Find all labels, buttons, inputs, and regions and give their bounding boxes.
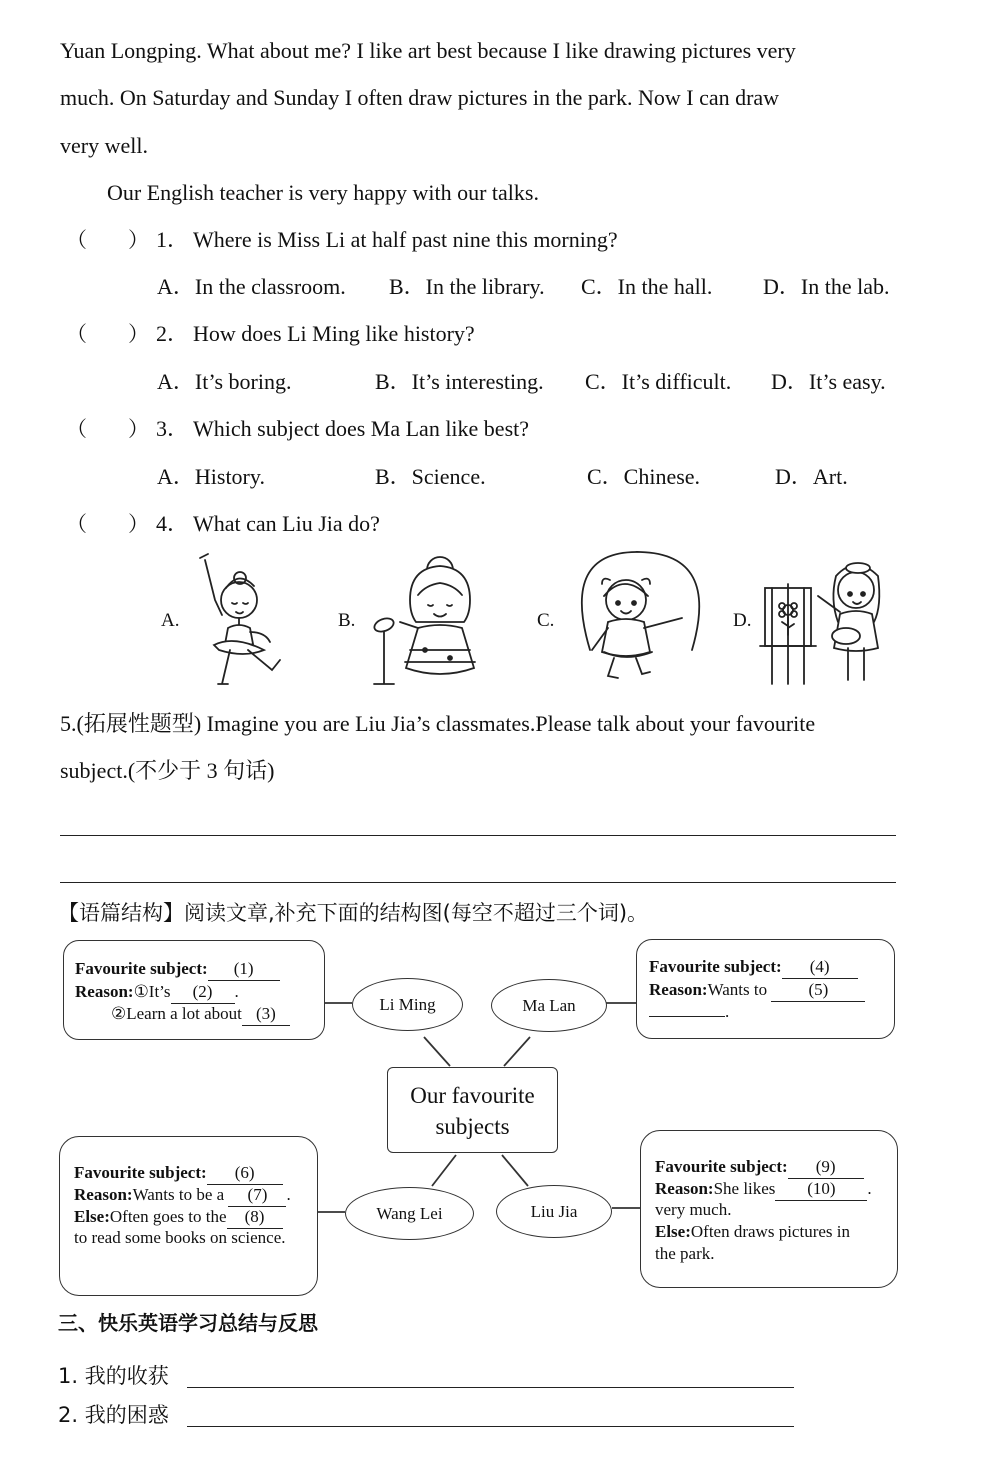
field-text: Often draws pictures in <box>690 1222 850 1241</box>
structure-heading: 【语篇结构】阅读文章,补充下面的结构图(每空不超过三个词)。 <box>58 901 649 925</box>
field-label: Favourite subject: <box>74 1163 207 1182</box>
blank: (5) <box>771 979 865 1002</box>
wang-lei-box: Favourite subject: (6) Reason:Wants to be a (7) . Else:Often goes to the (8) to read some books on science. <box>59 1136 318 1296</box>
option-a: A．It’s boring. <box>157 369 292 394</box>
blank: (6) <box>207 1162 283 1185</box>
question-number: 1． <box>156 227 190 252</box>
answer-bracket-close: ） <box>128 228 149 252</box>
option-c: C．In the hall. <box>581 274 713 299</box>
blank: (3) <box>242 1003 290 1026</box>
question-number: 4． <box>156 511 190 536</box>
option-c: C．It’s difficult. <box>585 369 732 394</box>
question-number: 3． <box>156 416 190 441</box>
rope-skipping-picture <box>582 552 699 678</box>
ballet-dancer-picture <box>200 554 280 684</box>
singer-picture <box>373 557 475 684</box>
field-text: to read some books on science. <box>74 1228 286 1247</box>
passage-line: Our English teacher is very happy with our talks. <box>107 180 539 205</box>
answer-line <box>187 1387 794 1388</box>
passage-line: very well. <box>60 133 148 158</box>
field-text: ②Learn a lot about <box>111 1004 242 1023</box>
option-b: B．In the library. <box>389 274 545 299</box>
option-a: A．History. <box>157 464 265 489</box>
center-title: Our favourite <box>410 1083 535 1108</box>
answer-bracket-close: ） <box>128 322 149 346</box>
answer-line <box>60 835 896 836</box>
answer-bracket-open: （ <box>66 417 87 441</box>
answer-bracket-open: （ <box>66 512 87 536</box>
option-d: D．In the lab. <box>763 274 890 299</box>
field-label: Favourite subject: <box>655 1157 788 1176</box>
option-c: C. <box>537 610 555 631</box>
field-text: Wants to <box>707 980 768 999</box>
question-text: How does Li Ming like history? <box>193 321 475 346</box>
ma-lan-box: Favourite subject: (4) Reason:Wants to (5) . <box>636 939 895 1039</box>
answer-line <box>187 1426 794 1427</box>
question-text: Where is Miss Li at half past nine this morning? <box>193 227 618 252</box>
field-label: Reason: <box>655 1179 714 1198</box>
field-text: ①It’s <box>133 982 171 1001</box>
q5-prompt: subject.(不少于 3 句话) <box>60 758 275 783</box>
option-b: B. <box>338 610 356 631</box>
option-c: C．Chinese. <box>587 464 701 489</box>
option-d: D. <box>733 610 752 631</box>
blank: (4) <box>782 956 858 979</box>
li-ming-box: Favourite subject: (1) Reason:①It’s (2) . ②Learn a lot about (3) <box>63 940 325 1040</box>
answer-bracket-close: ） <box>128 417 149 441</box>
question-number: 2． <box>156 321 190 346</box>
q5-prompt: 5.(拓展性题型) Imagine you are Liu Jia’s classmates.Please talk about your favourite <box>60 711 816 736</box>
field-text: She likes <box>713 1179 776 1198</box>
field-label: Favourite subject: <box>75 959 208 978</box>
section-heading: 三、快乐英语学习总结与反思 <box>58 1311 318 1335</box>
option-d: D．Art. <box>775 464 848 489</box>
option-d: D．It’s easy. <box>771 369 886 394</box>
blank: (1) <box>208 958 280 981</box>
blank: (7) <box>228 1184 286 1207</box>
blank <box>649 1016 725 1017</box>
field-text: very much. <box>655 1200 732 1219</box>
blank: (8) <box>227 1206 283 1229</box>
center-title: subjects <box>435 1114 510 1139</box>
field-label: Favourite subject: <box>649 957 782 976</box>
reflection-item: 2. 我的困惑 <box>58 1403 169 1427</box>
field-text: Often goes to the <box>109 1207 227 1226</box>
passage-line: Yuan Longping. What about me? I like art best because I like drawing pictures very <box>60 38 796 63</box>
field-text: the park. <box>655 1244 715 1263</box>
reflection-item: 1. 我的收获 <box>58 1364 169 1388</box>
option-a: A．In the classroom. <box>157 274 346 299</box>
answer-bracket-close: ） <box>128 512 149 536</box>
option-b: B．Science. <box>375 464 486 489</box>
field-text: Wants to be a <box>132 1185 225 1204</box>
blank: (2) <box>171 981 235 1004</box>
question-text: What can Liu Jia do? <box>193 511 380 536</box>
blank: (9) <box>788 1156 864 1179</box>
field-label: Reason: <box>75 982 134 1001</box>
field-label: Reason: <box>74 1185 133 1204</box>
field-label: Else: <box>74 1207 110 1226</box>
blank: (10) <box>775 1178 867 1201</box>
painter-picture <box>760 563 879 684</box>
name-liu-jia: Liu Jia <box>496 1185 612 1238</box>
question-text: Which subject does Ma Lan like best? <box>193 416 530 441</box>
field-label: Reason: <box>649 980 708 999</box>
field-label: Else: <box>655 1222 691 1241</box>
passage-line: much. On Saturday and Sunday I often draw pictures in the park. Now I can draw <box>60 85 780 110</box>
liu-jia-box: Favourite subject: (9) Reason:She likes (10) . very much. Else:Often draws pictures in the park. <box>640 1130 898 1288</box>
name-wang-lei: Wang Lei <box>345 1187 474 1240</box>
answer-bracket-open: （ <box>66 228 87 252</box>
name-ma-lan: Ma Lan <box>491 979 607 1032</box>
answer-bracket-open: （ <box>66 322 87 346</box>
name-li-ming: Li Ming <box>352 978 463 1031</box>
option-a: A. <box>161 610 180 631</box>
center-box <box>387 1067 558 1153</box>
option-b: B．It’s interesting. <box>375 369 544 394</box>
answer-line <box>60 882 896 883</box>
